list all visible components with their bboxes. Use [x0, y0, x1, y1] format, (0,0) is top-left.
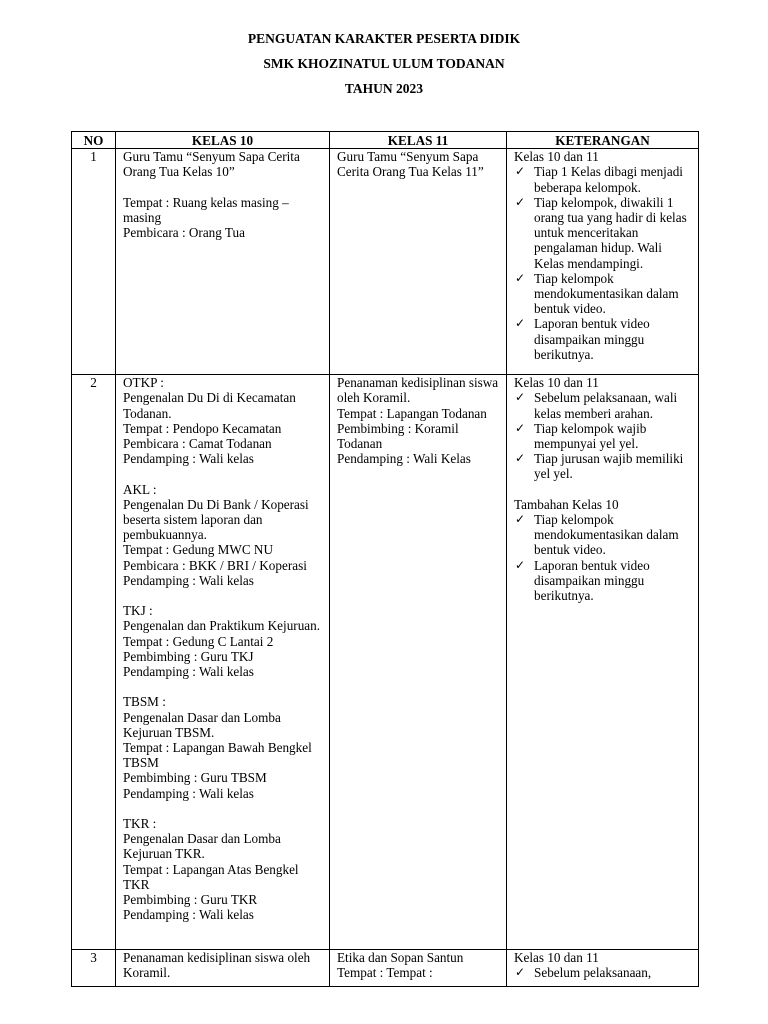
- kelas-11-cell: [330, 375, 507, 950]
- checklist-item: ✓ Laporan bentuk video disampaikan minggu berikutnya.: [514, 558, 695, 604]
- document-year: TAHUN 2023: [344, 81, 424, 96]
- cell-line: Guru Tamu “Senyum Sapa Cerita Orang Tua Kelas 11”: [337, 149, 484, 180]
- document-title: PENGUATAN KARAKTER PESERTA DIDIK: [247, 31, 521, 46]
- row-number: 1: [72, 149, 116, 375]
- cell-line: Tempat : Gedung MWC NU: [123, 542, 273, 558]
- checklist-item: ✓ Tiap kelompok mendokumentasikan dalam bentuk video.: [514, 512, 695, 558]
- keterangan-heading: Kelas 10 dan 11: [514, 375, 599, 391]
- table-row: [72, 375, 699, 950]
- keterangan-cell: [507, 375, 699, 950]
- cell-line: Pendamping : Wali kelas: [123, 572, 254, 588]
- cell-line: Tempat : Pendopo Kecamatan: [123, 420, 282, 436]
- blank-line: [123, 466, 326, 481]
- cell-line: Guru Tamu “Senyum Sapa Cerita Orang Tua Kelas 10”: [123, 149, 304, 180]
- cell-line: Pendamping : Wali kelas: [123, 664, 254, 680]
- cell-line: Pengenalan dan Praktikum Kejuruan.: [123, 618, 321, 634]
- table-row: [72, 149, 699, 375]
- kelas-11-cell: [330, 950, 507, 987]
- kelas-10-cell: [116, 950, 330, 987]
- header-no: NO: [72, 132, 116, 149]
- cell-line: Pendamping : Wali kelas: [123, 785, 254, 801]
- cell-line: AKL :: [123, 481, 157, 497]
- cell-line: TKJ :: [123, 603, 153, 619]
- cell-line: Pembimbing : Guru TKJ: [123, 648, 254, 664]
- cell-line: TBSM :: [123, 694, 166, 710]
- table-row: [72, 950, 699, 987]
- cell-line: Tempat : Gedung C Lantai 2: [123, 633, 274, 649]
- checklist: [514, 390, 695, 481]
- checklist-item: ✓ Sebelum pelaksanaan,: [514, 965, 695, 980]
- checklist-item: ✓ Tiap kelompok wajib mempunyai yel yel.: [514, 421, 695, 451]
- blank-line: [123, 588, 326, 603]
- cell-line: Pendamping : Wali Kelas: [337, 451, 471, 467]
- cell-line: Pembicara : Orang Tua: [123, 225, 245, 241]
- cell-line: Penanaman kedisiplinan siswa oleh Koramil.: [337, 375, 502, 406]
- cell-line: Pembimbing : Guru TBSM: [123, 770, 267, 786]
- checklist-item: ✓ Tiap jurusan wajib memiliki yel yel.: [514, 451, 695, 481]
- checklist-item: ✓ Sebelum pelaksanaan, wali kelas memberi arahan.: [514, 390, 695, 420]
- checklist-item: ✓ Laporan bentuk video disampaikan minggu berikutnya.: [514, 316, 695, 362]
- row-number: 3: [72, 950, 116, 987]
- cell-line: Pembimbing : Guru TKR: [123, 892, 258, 908]
- keterangan-heading: Kelas 10 dan 11: [514, 149, 599, 165]
- activity-table: [71, 131, 699, 987]
- cell-line: Pengenalan Du Di Bank / Koperasi beserta sistem laporan dan pembukuannya.: [123, 496, 312, 543]
- cell-line: Pembimbing : Koramil Todanan: [337, 420, 462, 452]
- cell-line: Tempat : Tempat :: [337, 965, 433, 981]
- checklist: [514, 512, 695, 603]
- keterangan-cell: [507, 950, 699, 987]
- school-name: SMK KHOZINATUL ULUM TODANAN: [263, 56, 505, 71]
- cell-line: TKR :: [123, 816, 157, 832]
- cell-line: Etika dan Sopan Santun: [337, 950, 464, 966]
- blank-line: [123, 180, 326, 195]
- cell-line: Tempat : Lapangan Bawah Bengkel TBSM: [123, 740, 315, 771]
- cell-line: Pendamping : Wali kelas: [123, 907, 254, 923]
- kelas-10-cell: [116, 375, 330, 950]
- kelas-10-cell: [116, 149, 330, 375]
- table-header-row: [72, 132, 699, 149]
- checklist-item: ✓ Tiap 1 Kelas dibagi menjadi beberapa kelompok.: [514, 164, 695, 194]
- header-keterangan: KETERANGAN: [507, 132, 699, 149]
- checklist-item: ✓ Tiap kelompok mendokumentasikan dalam bentuk video.: [514, 271, 695, 317]
- cell-line: Tempat : Ruang kelas masing – masing: [123, 194, 293, 225]
- kelas-11-cell: [330, 149, 507, 375]
- keterangan-heading: Kelas 10 dan 11: [514, 950, 599, 966]
- keterangan-cell: [507, 149, 699, 375]
- blank-line: [123, 801, 326, 816]
- cell-line: Pembicara : Camat Todanan: [123, 436, 272, 452]
- checklist-item: ✓ Tiap kelompok, diwakili 1 orang tua yang hadir di kelas untuk menceritakan pengalaman hidup. Wali Kelas mendampingi.: [514, 195, 695, 271]
- header-kelas-11: KELAS 11: [330, 132, 507, 149]
- cell-line: Pendamping : Wali kelas: [123, 451, 254, 467]
- blank-line: [514, 482, 695, 497]
- checklist: [514, 965, 695, 980]
- cell-line: OTKP :: [123, 375, 164, 391]
- cell-line: Tempat : Lapangan Todanan: [337, 405, 487, 421]
- blank-line: [123, 679, 326, 694]
- cell-line: Pengenalan Dasar dan Lomba Kejuruan TKR.: [123, 831, 285, 862]
- cell-line: Pengenalan Dasar dan Lomba Kejuruan TBSM.: [123, 709, 285, 740]
- cell-line: Tempat : Lapangan Atas Bengkel TKR: [123, 861, 302, 892]
- cell-line: Penanaman kedisiplinan siswa oleh Koramil.: [123, 950, 314, 981]
- cell-line: Pengenalan Du Di di Kecamatan Todanan.: [123, 390, 299, 421]
- keterangan-heading: Tambahan Kelas 10: [514, 496, 619, 512]
- header-kelas-10: KELAS 10: [116, 132, 330, 149]
- row-number: 2: [72, 375, 116, 950]
- checklist: [514, 164, 695, 362]
- cell-line: Pembicara : BKK / BRI / Koperasi: [123, 557, 307, 573]
